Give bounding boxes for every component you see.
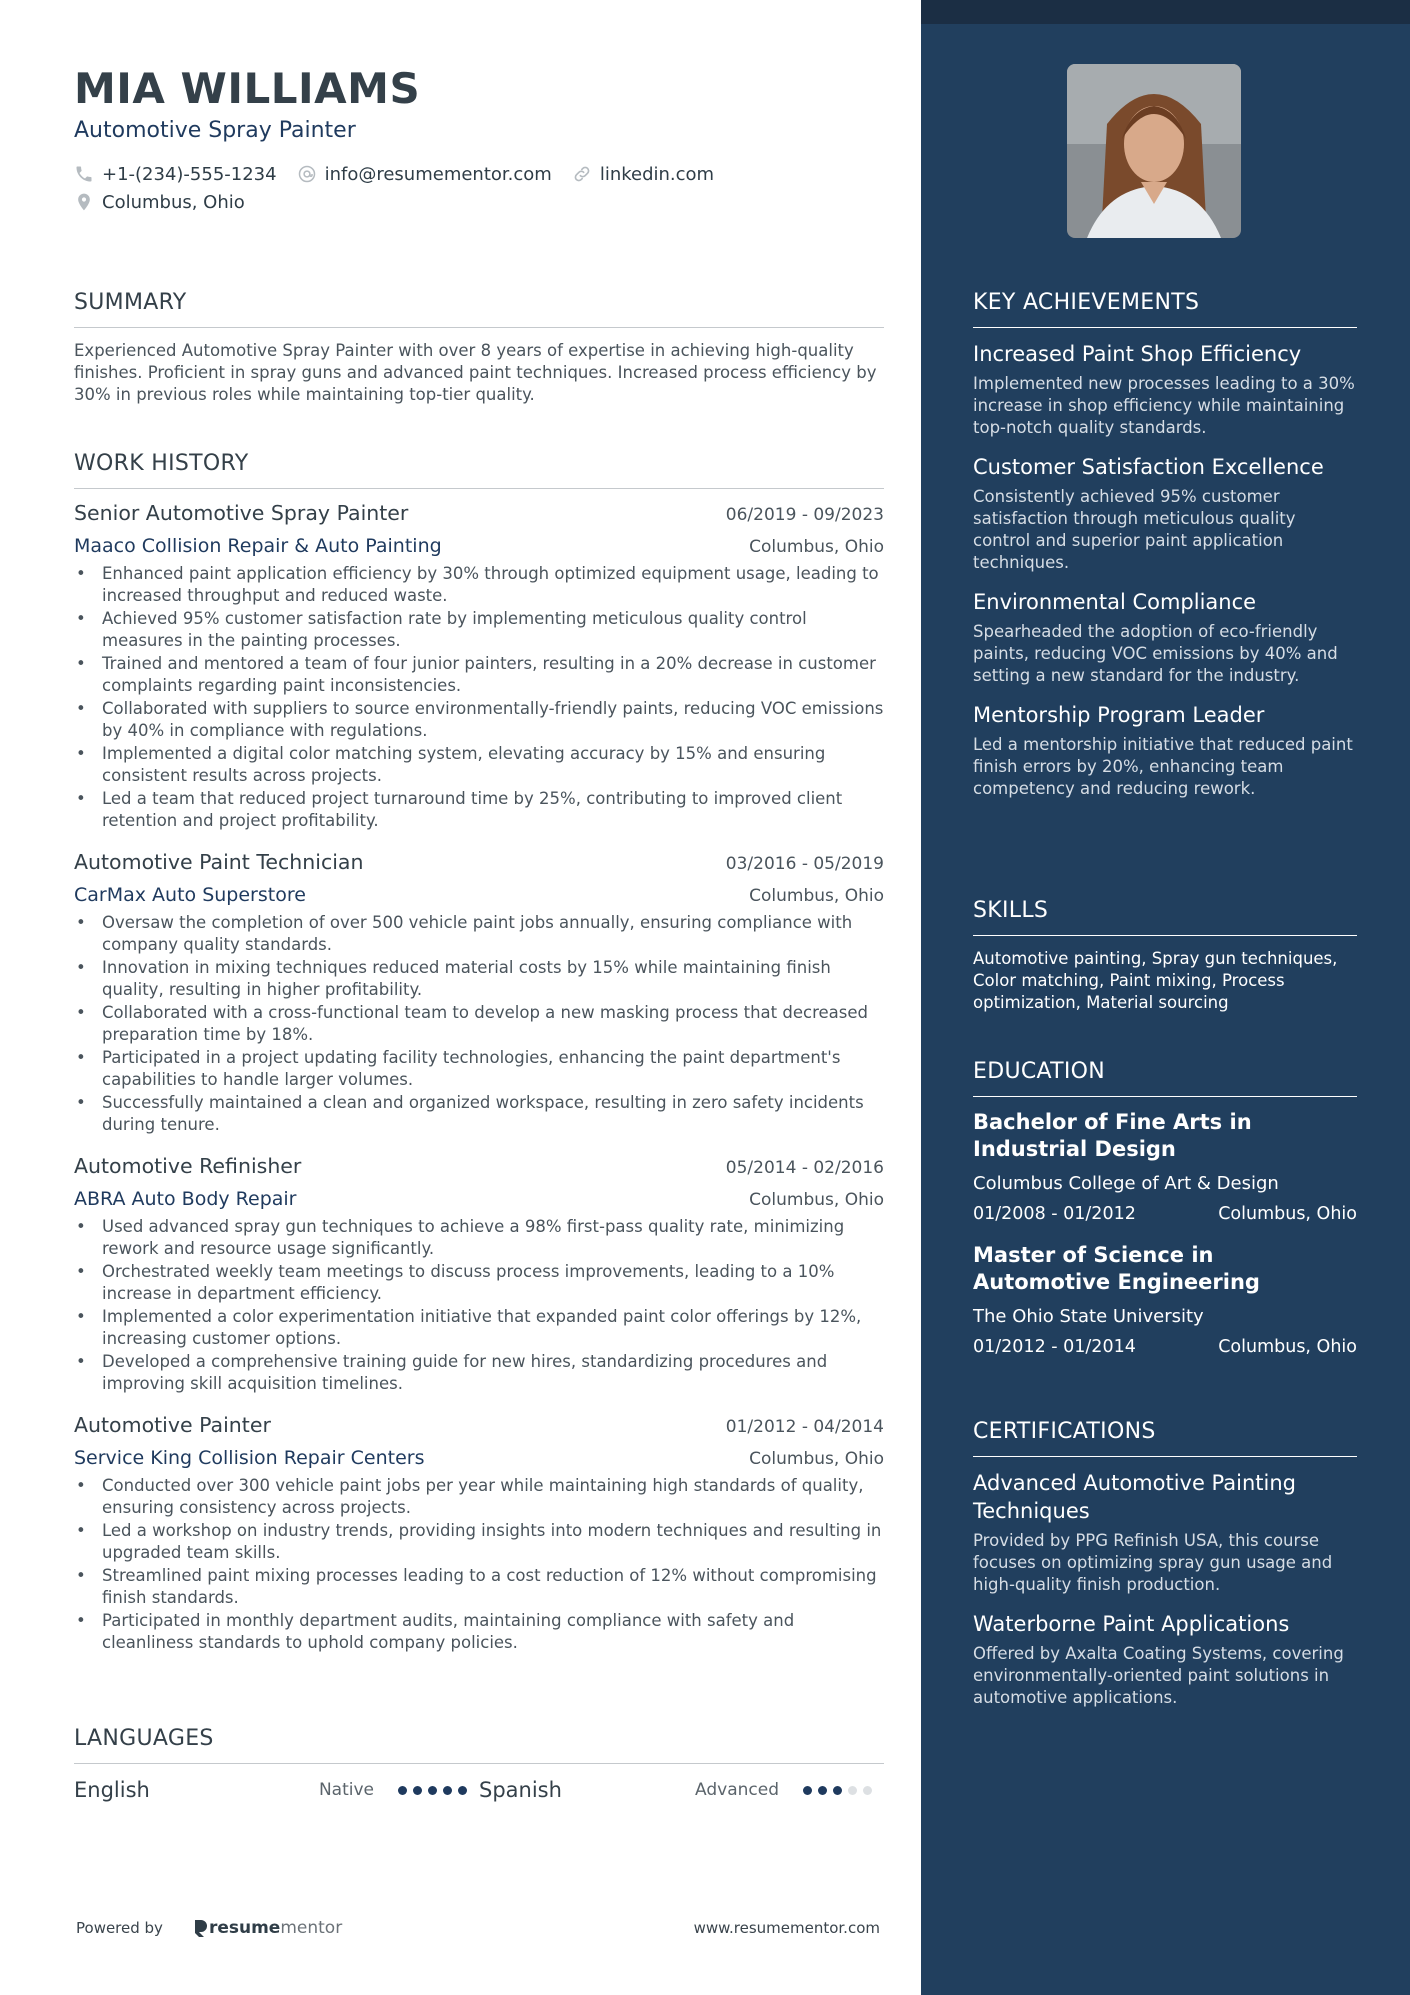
job-location: Columbus, Ohio [749,1449,884,1469]
rating-dot [833,1786,842,1795]
job-bullets [74,912,884,1136]
at-icon [297,164,317,184]
language-name: English [74,1778,150,1802]
job-company: CarMax Auto Superstore [74,884,306,906]
resumementor-logo-icon [193,1918,209,1938]
job-entry [74,1154,884,1395]
phone-contact[interactable] [74,164,277,185]
brand-name-light: mentor [280,1918,343,1938]
job-bullet: • Enhanced paint application efficiency by 30% through optimized equipment usage, leading to increased throughput and reduced waste. [74,563,884,607]
skills-section [973,898,1357,1014]
job-bullet: • Led a workshop on industry trends, providing insights into modern techniques and resulting in upgraded team skills. [74,1520,884,1564]
achievement-item [973,453,1357,574]
education-dates: 01/2008 - 01/2012 [973,1204,1136,1224]
job-company: ABRA Auto Body Repair [74,1188,297,1210]
summary-text: Experienced Automotive Spray Painter with over 8 years of expertise in achieving high-quality finishes. Proficient in spray guns and advanced paint techniques. Increased process efficiency by 30% in previous roles while maintaining top-tier quality. [74,341,877,404]
achievement-title: Increased Paint Shop Efficiency [973,342,1302,366]
education-location: Columbus, Ohio [1218,1204,1357,1224]
achievement-desc: Consistently achieved 95% customer satisfaction through meticulous quality control and superior paint application techniques. [973,487,1296,572]
job-bullet: • Trained and mentored a team of four junior painters, resulting in a 20% decrease in customer complaints regarding paint inconsistencies. [74,653,884,697]
sidebar-top-band [921,0,1410,24]
rating-dot [443,1786,452,1795]
job-bullet: • Implemented a digital color matching system, elevating accuracy by 15% and ensuring consistent results across projects. [74,743,884,787]
job-location: Columbus, Ohio [749,537,884,557]
phone-icon [74,164,94,184]
language-rating [803,1786,878,1795]
job-dates: 03/2016 - 05/2019 [725,854,884,874]
location-contact [74,192,245,213]
job-entry [74,1413,884,1654]
profile-photo-image [1067,64,1241,238]
linkedin-text: linkedin.com [599,163,715,185]
language-name: Spanish [479,1778,562,1802]
education-degree: Master of Science in Automotive Engineering [973,1243,1260,1294]
language-rating [398,1786,473,1795]
work-history-heading: WORK HISTORY [74,451,884,489]
job-title: Automotive Painter [74,1413,271,1437]
language-level: Native [318,1780,374,1800]
job-company: Maaco Collision Repair & Auto Painting [74,535,442,557]
skills-text: Automotive painting, Spray gun techniques, Color matching, Paint mixing, Process optimization, Material sourcing [973,949,1338,1012]
email-contact[interactable] [297,164,552,185]
rating-dot [428,1786,437,1795]
sidebar [921,0,1410,1995]
rating-dot [818,1786,827,1795]
achievement-desc: Spearheaded the adoption of eco-friendly paints, reducing VOC emissions by 40% and setting a new standard for the industry. [973,622,1338,685]
website-link[interactable]: www.resumementor.com [693,1919,880,1937]
job-bullet: • Orchestrated weekly team meetings to discuss process improvements, leading to a 10% increase in department efficiency. [74,1261,884,1305]
candidate-title: Automotive Spray Painter [74,118,356,143]
rating-dot [458,1786,467,1795]
education-item [973,1109,1357,1224]
job-location: Columbus, Ohio [749,886,884,906]
education-heading: EDUCATION [973,1059,1357,1097]
job-bullet: • Oversaw the completion of over 500 vehicle paint jobs annually, ensuring compliance with company quality standards. [74,912,884,956]
linkedin-contact[interactable] [572,164,714,185]
job-bullet: • Streamlined paint mixing processes leading to a cost reduction of 12% without compromising finish standards. [74,1565,884,1609]
powered-by-label: Powered by [76,1919,163,1937]
brand-name-bold: resume [208,1918,281,1938]
achievements-section [973,290,1357,800]
certification-desc: Provided by PPG Refinish USA, this course focuses on optimizing spray gun usage and high-quality finish production. [973,1531,1333,1594]
job-bullet: • Implemented a color experimentation initiative that expanded paint color offerings by 12%, increasing customer options. [74,1306,884,1350]
rating-dot [803,1786,812,1795]
achievement-desc: Implemented new processes leading to a 30% increase in shop efficiency while maintaining top-notch quality standards. [973,374,1355,437]
job-dates: 01/2012 - 04/2014 [725,1417,884,1437]
candidate-name: MIA WILLIAMS [74,64,421,113]
education-item [973,1242,1357,1357]
job-title: Automotive Refinisher [74,1154,302,1178]
job-bullet: • Collaborated with a cross-functional team to develop a new masking process that decreased preparation time by 18%. [74,1002,884,1046]
job-bullet: • Led a team that reduced project turnaround time by 25%, contributing to improved client retention and project profitability. [74,788,884,832]
link-icon [572,164,592,184]
certification-item [973,1469,1357,1596]
achievement-title: Mentorship Program Leader [973,703,1265,727]
achievement-item [973,340,1357,439]
education-school: The Ohio State University [973,1306,1204,1327]
job-entry [74,501,884,832]
rating-dot [413,1786,422,1795]
achievements-heading: KEY ACHIEVEMENTS [973,290,1357,328]
education-location: Columbus, Ohio [1218,1337,1357,1357]
skills-heading: SKILLS [973,898,1357,936]
job-bullets [74,1216,884,1395]
job-entry [74,850,884,1136]
job-bullet: • Innovation in mixing techniques reduced material costs by 15% while maintaining finish quality, resulting in higher profitability. [74,957,884,1001]
job-title: Automotive Paint Technician [74,850,364,874]
summary-section [74,290,884,406]
certification-item [973,1610,1357,1709]
brand-logo[interactable] [193,1918,342,1938]
profile-photo [1067,64,1241,238]
work-history-section [74,451,884,1655]
certifications-section [973,1419,1357,1709]
rating-dot [863,1786,872,1795]
languages-section [74,1726,884,1804]
language-level: Advanced [695,1780,779,1800]
job-dates: 05/2014 - 02/2016 [725,1158,884,1178]
education-school: Columbus College of Art & Design [973,1173,1279,1194]
contact-info [74,160,884,216]
footer [76,1918,880,1938]
job-bullet: • Participated in monthly department audits, maintaining compliance with safety and cleanliness standards to uphold company policies. [74,1610,884,1654]
education-dates: 01/2012 - 01/2014 [973,1337,1136,1357]
achievement-item [973,701,1357,800]
languages-heading: LANGUAGES [74,1726,884,1764]
language-item [74,1778,479,1802]
job-bullet: • Achieved 95% customer satisfaction rate by implementing meticulous quality control measures in the painting processes. [74,608,884,652]
email-text: info@resumementor.com [324,163,552,185]
language-item [479,1778,884,1802]
job-bullets [74,1475,884,1654]
powered-by [76,1918,342,1938]
achievement-title: Customer Satisfaction Excellence [973,455,1324,479]
job-dates: 06/2019 - 09/2023 [725,505,884,525]
job-bullet: • Collaborated with suppliers to source environmentally-friendly paints, reducing VOC emissions by 40% in compliance with regulations. [74,698,884,742]
education-section [973,1059,1357,1357]
rating-dot [398,1786,407,1795]
job-title: Senior Automotive Spray Painter [74,501,409,525]
job-bullet: • Participated in a project updating facility technologies, enhancing the paint department's capabilities to handle larger volumes. [74,1047,884,1091]
certification-title: Advanced Automotive Painting Techniques [973,1471,1296,1523]
achievement-item [973,588,1357,687]
summary-heading: SUMMARY [74,290,884,328]
job-bullet: • Successfully maintained a clean and organized workspace, resulting in zero safety incidents during tenure. [74,1092,884,1136]
achievement-desc: Led a mentorship initiative that reduced paint finish errors by 20%, enhancing team competency and reducing rework. [973,735,1353,798]
certification-desc: Offered by Axalta Coating Systems, covering environmentally-oriented paint solutions in automotive applications. [973,1644,1344,1707]
job-bullet: • Conducted over 300 vehicle paint jobs per year while maintaining high standards of quality, ensuring consistency across projects. [74,1475,884,1519]
achievement-title: Environmental Compliance [973,590,1257,614]
location-text: Columbus, Ohio [102,191,245,213]
job-bullet: • Developed a comprehensive training guide for new hires, standardizing procedures and improving skill acquisition timelines. [74,1351,884,1395]
education-degree: Bachelor of Fine Arts in Industrial Design [973,1110,1252,1161]
certification-title: Waterborne Paint Applications [973,1612,1290,1636]
location-pin-icon [74,192,94,212]
job-company: Service King Collision Repair Centers [74,1447,425,1469]
job-bullet: • Used advanced spray gun techniques to achieve a 98% first-pass quality rate, minimizing rework and resource usage significantly. [74,1216,884,1260]
job-bullets [74,563,884,832]
job-location: Columbus, Ohio [749,1190,884,1210]
rating-dot [848,1786,857,1795]
certifications-heading: CERTIFICATIONS [973,1419,1357,1457]
phone-text: +1-(234)-555-1234 [102,163,277,185]
